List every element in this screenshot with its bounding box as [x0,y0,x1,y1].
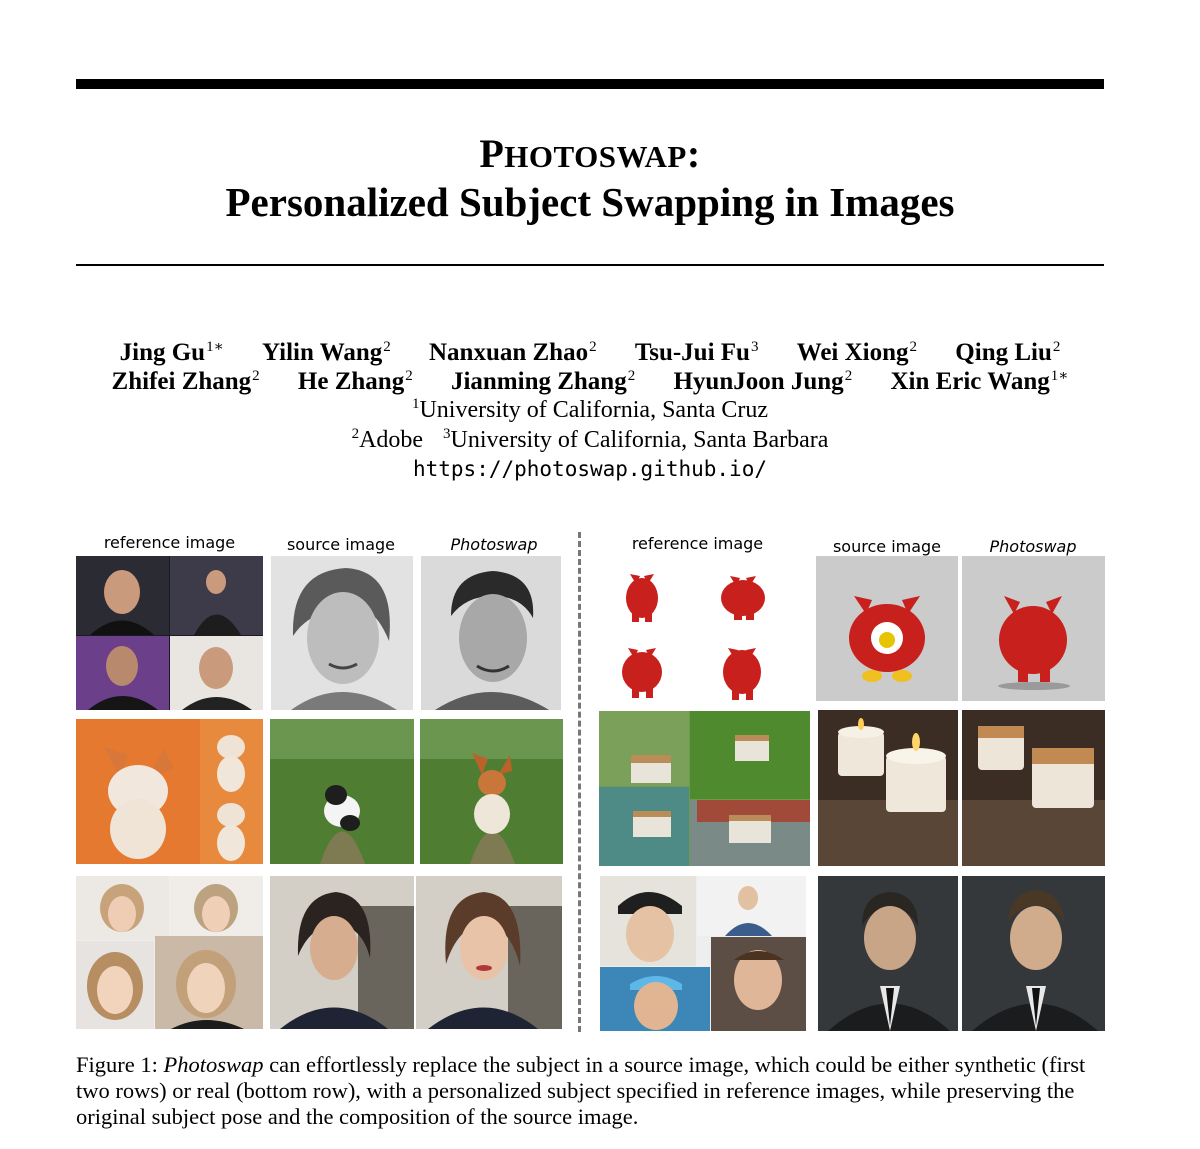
figure-caption [76,1052,1116,1130]
photoswap-result-corgi-on-grass [420,719,563,864]
jar-collage-graphic [599,711,810,866]
young-man-collage-graphic [600,876,806,1031]
woman-collage-graphic [76,876,263,1029]
author-affiliation-mark: 2 [383,339,391,355]
author [797,339,917,366]
affiliation-mark: 1 [411,396,420,412]
affiliation-mark: 3 [443,426,451,442]
affiliation-text: University of California, Santa Cruz [419,397,769,423]
title-smallcaps: HOTOSWAP [504,139,687,174]
author-affiliation-mark: 1∗ [206,339,224,355]
reference-image-young-man-collage [600,876,806,1031]
author-name: HyunJoon Jung [673,368,844,395]
author-affiliation-mark: 2 [405,368,413,384]
blonde-woman-graphic [416,876,562,1029]
author [451,368,635,395]
author-affiliation-mark: 2 [1052,339,1061,355]
authors-row-2 [60,366,1120,396]
author-affiliation-mark: 2 [627,368,636,384]
author-name: Wei Xiong [796,339,909,366]
author-name: Jianming Zhang [450,368,627,395]
reference-image-monster-collage [600,556,800,706]
author [120,339,224,366]
young-man-suit-graphic [962,876,1105,1031]
title-rule [76,264,1104,266]
author-affiliation-mark: 2 [589,339,597,355]
author-affiliation-mark: 2 [909,339,918,355]
title-line2: Personalized Subject Swapping in Images [225,179,955,225]
photoswap-result-blonde-woman [416,876,562,1029]
photoswap-result-red-monster [962,556,1105,701]
woman-portrait-graphic [271,556,413,710]
author-name: Qing Liu [955,339,1052,366]
author-name: He Zhang [297,368,405,395]
reference-image-woman-collage [76,876,263,1029]
authors-row-1 [60,337,1120,367]
author [262,339,391,366]
author-affiliation-mark: 3 [750,339,759,355]
reference-image-man-collage [76,556,263,710]
project-url[interactable]: https://photoswap.github.io/ [412,457,767,481]
header-photoswap-right: Photoswap [989,537,1077,556]
author-name: Nanxuan Zhao [428,339,589,366]
source-image-woman-portrait [271,556,413,710]
top-rule [76,79,1104,89]
title-colon: : [686,131,701,176]
title-line1 [76,130,1104,177]
affiliation-text: Adobe [359,427,424,453]
title-initial: P [479,131,505,176]
author-affiliation-mark: 2 [844,368,853,384]
author-name: Xin Eric Wang [890,368,1050,395]
affiliation-mark: 2 [351,426,360,442]
affiliation-text: University of California, Santa Barbara [450,427,829,453]
author [298,368,413,395]
source-image-cat-on-grass [270,719,414,864]
photoswap-result-young-man-in-suit [962,876,1105,1031]
author-affiliation-mark: 2 [252,368,260,384]
source-image-man-in-suit [818,876,958,1031]
cat-grass-graphic [270,719,414,864]
reference-image-corgi-collage [76,719,263,864]
author [112,368,260,395]
candles-graphic [818,710,958,866]
man-suit-graphic [818,876,958,1031]
one-eyed-monster-graphic [816,556,958,701]
author-name: Jing Gu [119,339,206,366]
author-name: Zhifei Zhang [111,368,252,395]
figure-divider [578,532,581,1032]
caption-emphasis: Photoswap [163,1052,264,1077]
source-image-candles [818,710,958,866]
corgi-collage-graphic [76,719,263,864]
author [890,368,1068,395]
author [955,339,1060,366]
header-reference-left: reference image [103,533,236,552]
monster-collage-graphic [600,556,800,706]
author-name: Tsu-Jui Fu [634,339,750,366]
jar-candles-graphic [962,710,1105,866]
corgi-grass-graphic [420,719,563,864]
affiliation-ucsc [76,396,1104,424]
header-photoswap-left: Photoswap [450,535,538,554]
photoswap-result-jar-candles [962,710,1105,866]
photoswap-result-man-portrait [421,556,561,710]
author-name: Yilin Wang [262,339,383,366]
source-image-one-eyed-monster [816,556,958,701]
man-portrait-graphic [421,556,561,710]
red-monster-graphic [962,556,1105,701]
source-image-asian-woman [270,876,414,1029]
author [635,339,759,366]
asian-woman-graphic [270,876,414,1029]
author-affiliation-mark: 1∗ [1050,368,1069,384]
reference-image-jar-collage [599,711,810,866]
author [429,339,597,366]
author [673,368,852,395]
affiliation-adobe-ucsb [76,426,1104,454]
header-source-right: source image [832,537,942,556]
caption-prefix: Figure 1: [76,1052,164,1077]
header-reference-right: reference image [631,534,764,553]
man-collage-graphic [76,556,263,710]
caption-body: can effortlessly replace the subject in a source image, which could be either synthetic (first two rows) or real (bottom row), with a personalized subject specified in reference images, while preserving the original subject pose and the composition of the source image. [76,1052,1086,1129]
header-source-left: source image [286,535,396,554]
